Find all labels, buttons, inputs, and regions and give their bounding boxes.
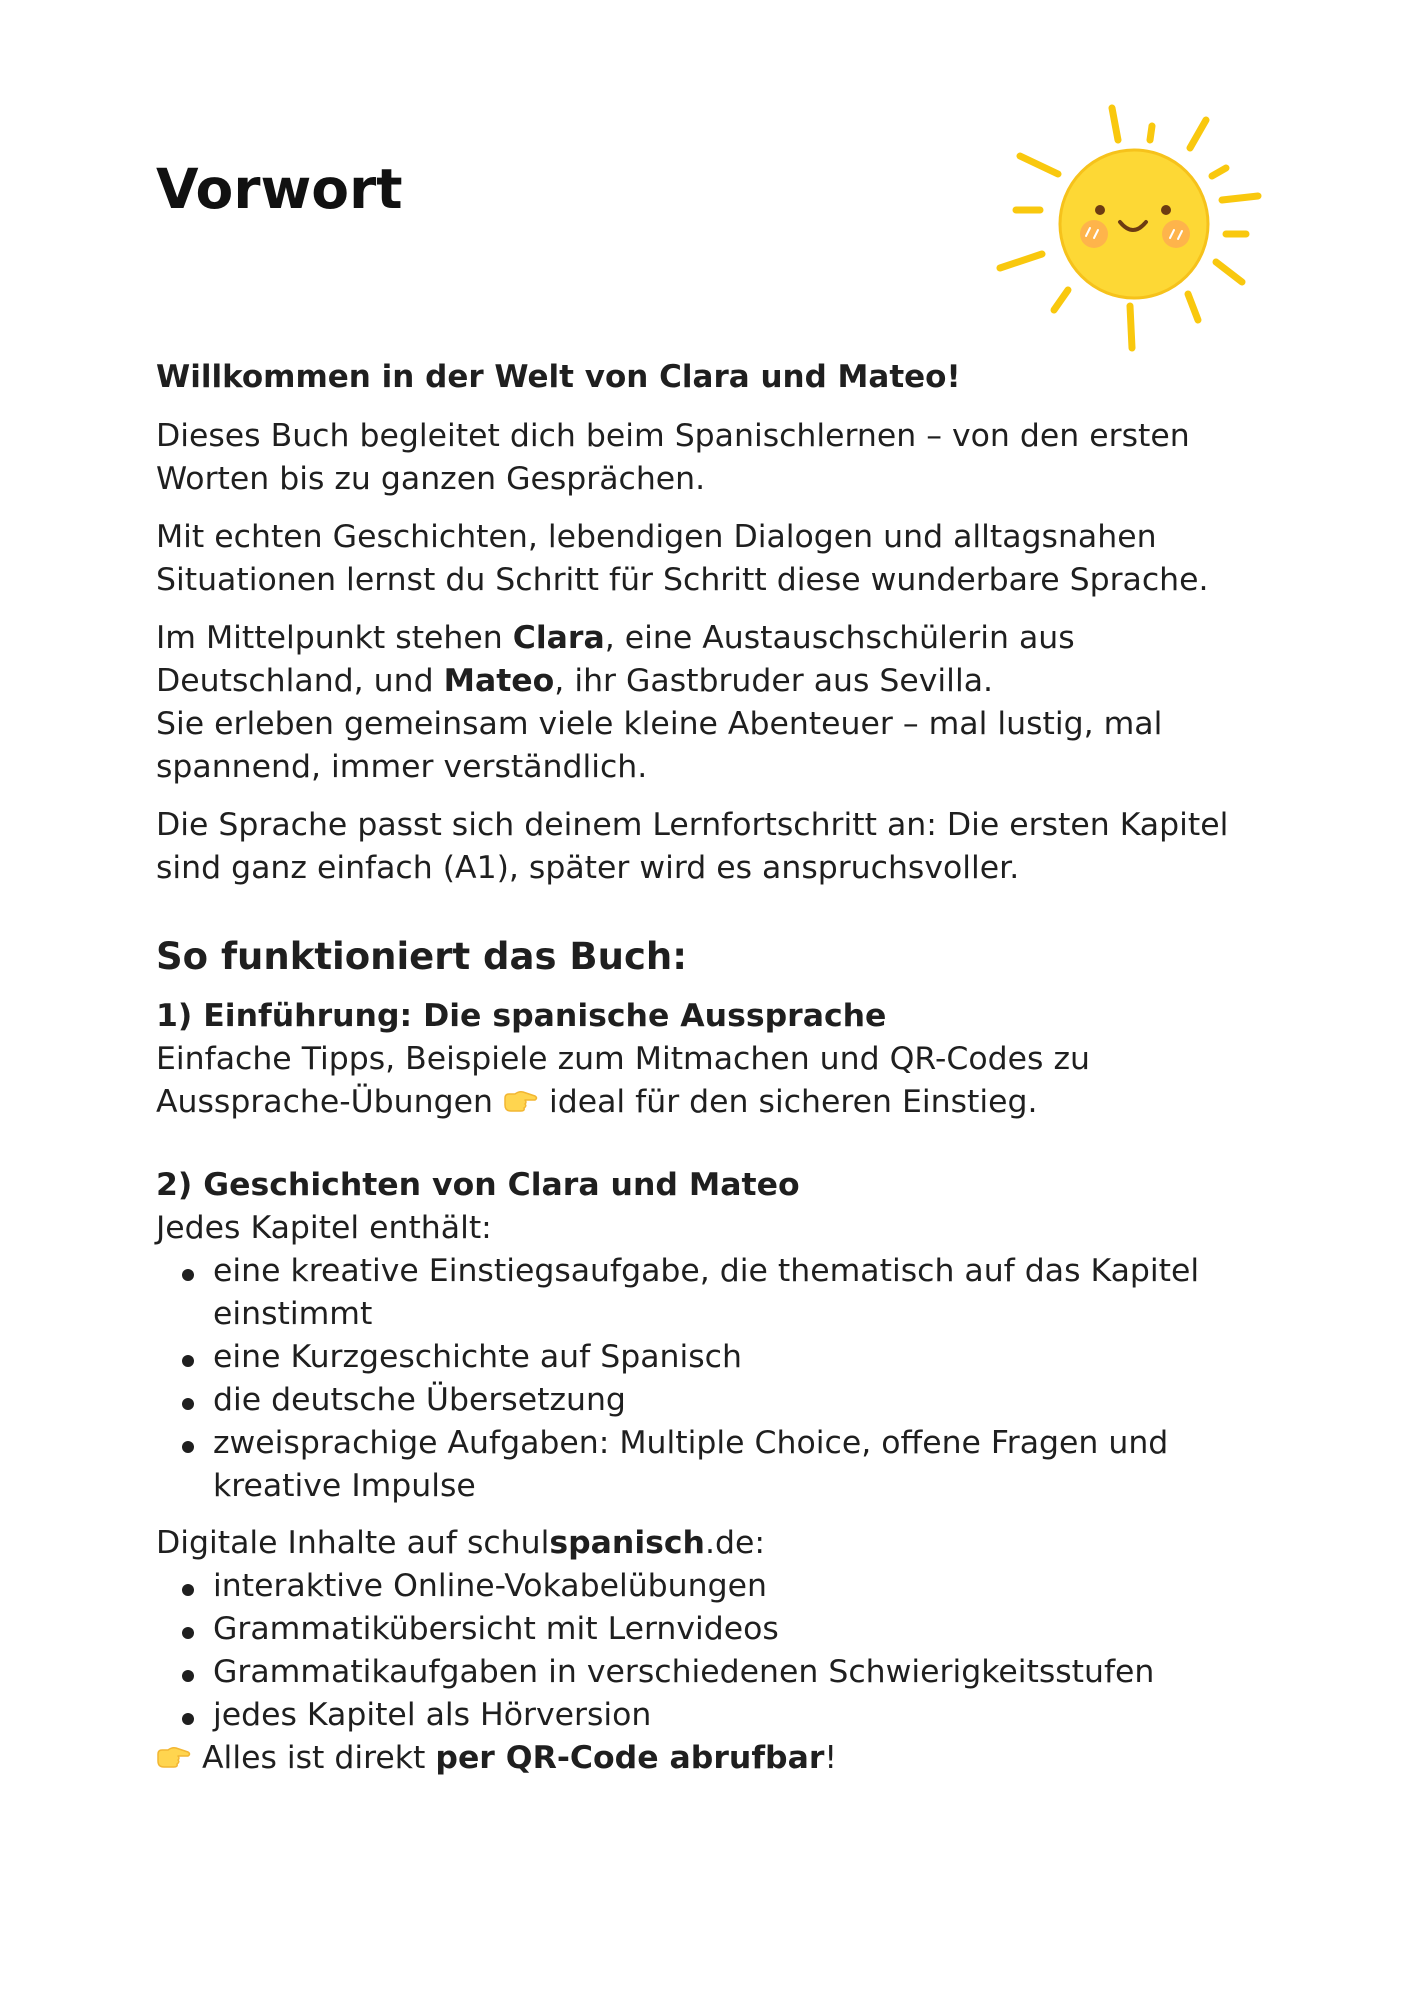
intro-paragraph-3 — [156, 617, 1246, 789]
section-digital — [156, 1522, 1246, 1780]
subsection-title-pronunciation: 1) Einführung: Die spanische Aussprache — [156, 998, 887, 1034]
qr-note-text-b: ! — [824, 1740, 837, 1776]
digital-intro — [156, 1522, 1246, 1565]
list-item: jedes Kapitel als Hörversion — [156, 1694, 1246, 1737]
intro-p3-text-c: , ihr Gastbruder aus Sevilla. — [554, 663, 994, 699]
smiling-sun-icon — [990, 98, 1270, 358]
section-pronunciation — [156, 995, 1246, 1124]
list-item: Grammatikaufgaben in verschiedenen Schwierigkeitsstufen — [156, 1651, 1246, 1694]
list-item: die deutsche Übersetzung — [156, 1379, 1246, 1422]
intro-paragraph-2: Mit echten Geschichten, lebendigen Dialogen und alltagsnahen Situationen lernst du Schritt für Schritt diese wunderbare Sprache. — [156, 519, 1209, 598]
section-title-howto: So funktioniert das Buch: — [156, 935, 688, 978]
list-item: eine kreative Einstiegsaufgabe, die thematisch auf das Kapitel einstimmt — [156, 1250, 1246, 1336]
foreword-content — [156, 356, 1246, 1780]
qr-code-note — [156, 1737, 1246, 1780]
intro-p3-text-a: Im Mittelpunkt stehen — [156, 620, 513, 656]
intro-paragraph-4: Die Sprache passt sich deinem Lernfortschritt an: Die ersten Kapitel sind ganz einfach (A1), später wird es anspruchsvoller. — [156, 807, 1229, 886]
digital-intro-bold: spanisch — [549, 1525, 705, 1561]
welcome-heading: Willkommen in der Welt von Clara und Mateo! — [156, 359, 961, 395]
intro-paragraph-1: Dieses Buch begleitet dich beim Spanischlernen – von den ersten Worten bis zu ganzen Gesprächen. — [156, 418, 1190, 497]
list-item: zweisprachige Aufgaben: Multiple Choice, offene Fragen und kreative Impulse — [156, 1422, 1246, 1508]
pronunciation-text — [156, 1038, 1246, 1124]
name-clara: Clara — [512, 620, 605, 656]
pointing-right-hand-icon — [156, 1744, 192, 1772]
intro-p3-text-d: Sie erleben gemeinsam viele kleine Abenteuer – mal lustig, mal spannend, immer verständlich. — [156, 706, 1163, 785]
list-item: Grammatikübersicht mit Lernvideos — [156, 1608, 1246, 1651]
digital-contents-list — [156, 1565, 1246, 1737]
pointing-right-hand-icon — [503, 1088, 539, 1116]
qr-note-bold: per QR-Code abrufbar — [435, 1740, 825, 1776]
chapter-contents-list — [156, 1250, 1246, 1508]
pronunciation-text-a: Einfache Tipps, Beispiele zum Mitmachen und QR-Codes zu Aussprache-Übungen — [156, 1041, 1090, 1120]
digital-intro-b: .de: — [704, 1525, 765, 1561]
page-title: Vorwort — [156, 157, 403, 221]
section-stories — [156, 1164, 1246, 1508]
pronunciation-text-b: ideal für den sicheren Einstieg. — [538, 1084, 1038, 1120]
stories-intro: Jedes Kapitel enthält: — [156, 1210, 492, 1246]
qr-note-text-a: Alles ist direkt — [192, 1740, 436, 1776]
intro-p3-text-b: , eine Austauschschülerin aus Deutschland, und — [156, 620, 1075, 699]
subsection-title-stories: 2) Geschichten von Clara und Mateo — [156, 1167, 800, 1203]
name-mateo: Mateo — [443, 663, 555, 699]
list-item: eine Kurzgeschichte auf Spanisch — [156, 1336, 1246, 1379]
list-item: interaktive Online-Vokabelübungen — [156, 1565, 1246, 1608]
digital-intro-a: Digitale Inhalte auf schul — [156, 1525, 550, 1561]
